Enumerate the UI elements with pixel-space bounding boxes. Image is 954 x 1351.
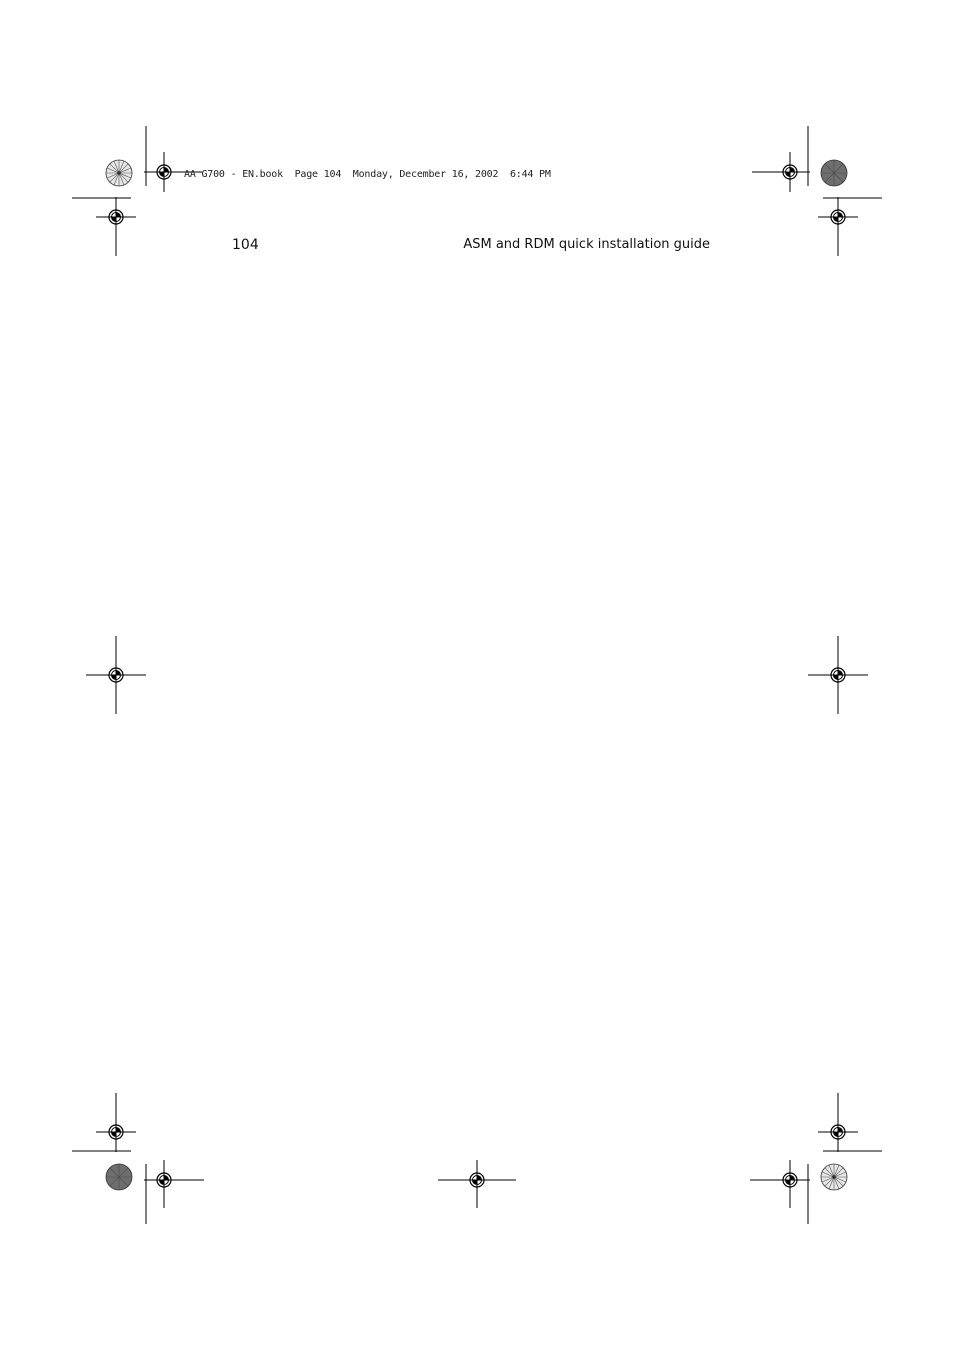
slug-line: AA G700 - EN.book Page 104 Monday, December 16, 2002 6:44 PM [184,169,551,180]
running-head: ASM and RDM quick installation guide [463,237,710,252]
page-number: 104 [232,237,259,253]
crop-mark-icon [72,126,882,1224]
starburst-icon [106,160,132,186]
starburst-icon [821,160,847,186]
starburst-icon [821,1164,847,1190]
starburst-icon [106,1164,132,1190]
